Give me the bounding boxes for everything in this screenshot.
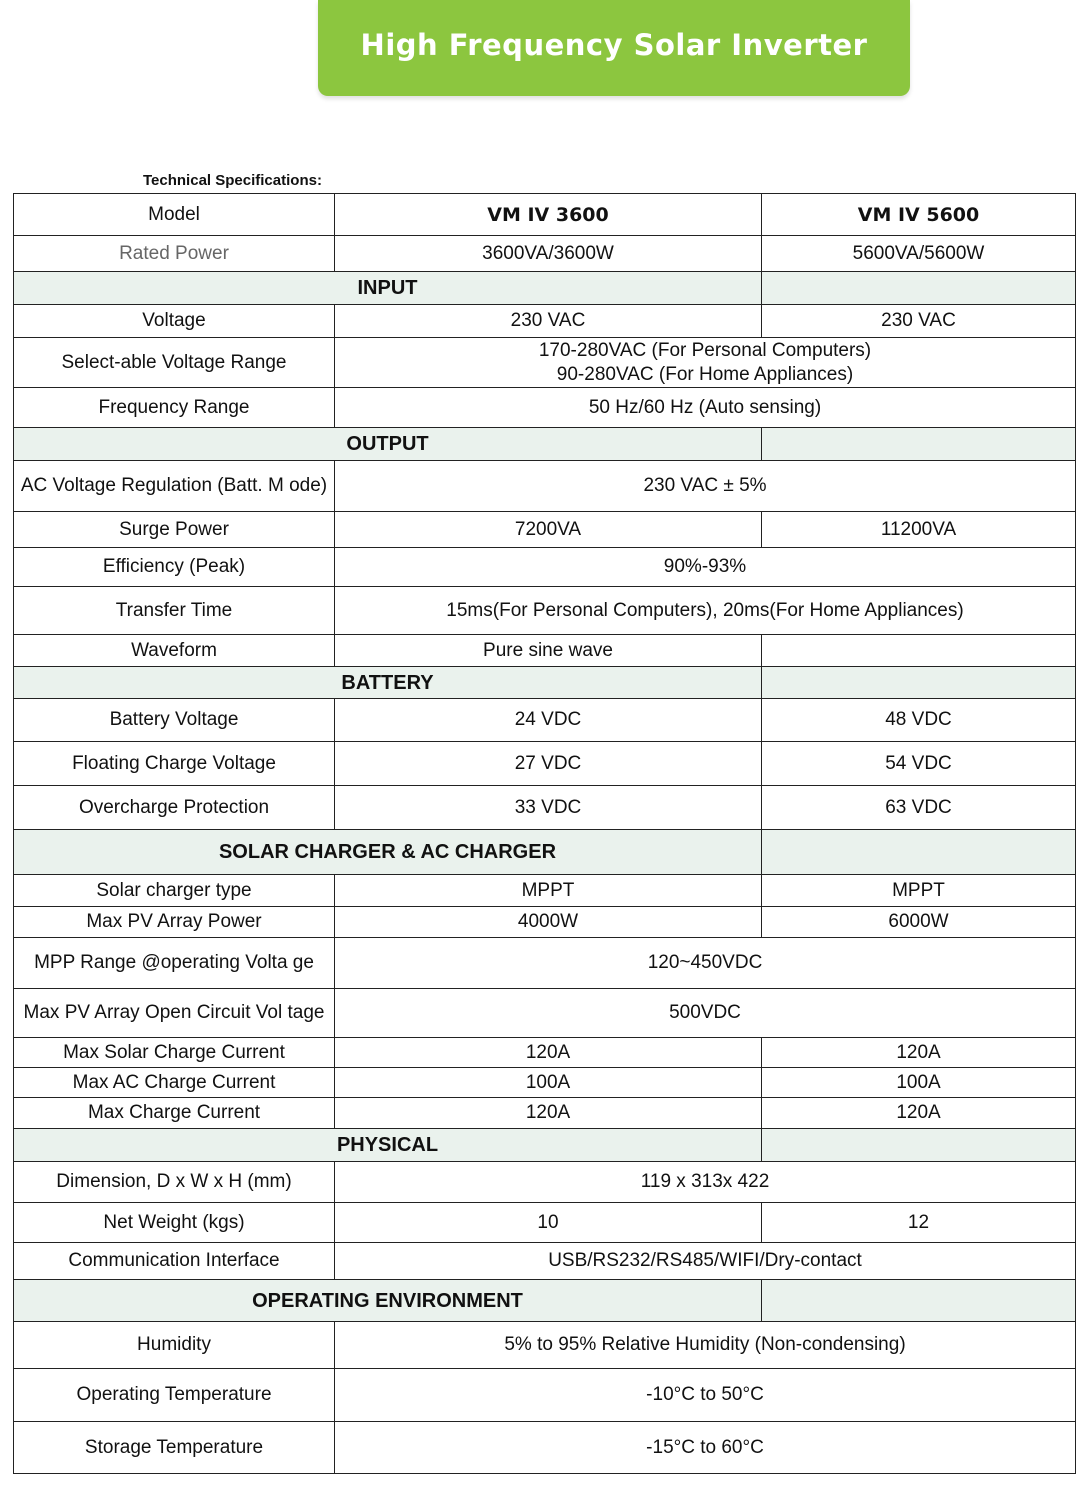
operating-temp-value: -10°C to 50°C (335, 1369, 1076, 1422)
section-battery: BATTERY (14, 667, 762, 699)
section-row (14, 428, 1076, 461)
section-row (14, 667, 1076, 699)
battery-voltage-b: 48 VDC (762, 699, 1076, 742)
section-charger: SOLAR CHARGER & AC CHARGER (14, 830, 762, 875)
table-row (14, 1162, 1076, 1203)
overcharge-b: 63 VDC (762, 786, 1076, 830)
table-row (14, 742, 1076, 786)
table-row (14, 512, 1076, 548)
solar-current-a: 120A (335, 1038, 762, 1068)
section-blank (762, 272, 1076, 305)
floating-voltage-a: 27 VDC (335, 742, 762, 786)
table-row (14, 786, 1076, 830)
page-title: High Frequency Solar Inverter (360, 28, 868, 62)
overcharge-label: Overcharge Protection (14, 786, 335, 830)
section-row (14, 272, 1076, 305)
frequency-label: Frequency Range (14, 388, 335, 428)
floating-voltage-b: 54 VDC (762, 742, 1076, 786)
table-row (14, 938, 1076, 989)
table-row (14, 1369, 1076, 1422)
spec-table (13, 193, 1076, 1474)
open-circuit-value: 500VDC (335, 989, 1076, 1038)
section-blank (762, 1280, 1076, 1322)
solar-current-label: Max Solar Charge Current (14, 1038, 335, 1068)
section-row (14, 830, 1076, 875)
title-banner (318, 0, 910, 96)
section-blank (762, 667, 1076, 699)
surge-a: 7200VA (335, 512, 762, 548)
max-pv-power-label: Max PV Array Power (14, 907, 335, 938)
table-row (14, 461, 1076, 512)
table-row (14, 907, 1076, 938)
rated-power-a: 3600VA/3600W (335, 236, 762, 272)
weight-label: Net Weight (kgs) (14, 1203, 335, 1243)
table-row (14, 388, 1076, 428)
solar-current-b: 120A (762, 1038, 1076, 1068)
max-current-label: Max Charge Current (14, 1098, 335, 1129)
max-current-b: 120A (762, 1098, 1076, 1129)
transfer-value: 15ms(For Personal Computers), 20ms(For Home Appliances) (335, 587, 1076, 635)
charger-type-b: MPPT (762, 875, 1076, 907)
table-row (14, 1243, 1076, 1280)
voltage-range-line-1: 170-280VAC (For Personal Computers) (538, 339, 872, 361)
efficiency-label: Efficiency (Peak) (14, 548, 335, 587)
ac-current-b: 100A (762, 1068, 1076, 1098)
section-row (14, 1280, 1076, 1322)
max-pv-power-a: 4000W (335, 907, 762, 938)
surge-label: Surge Power (14, 512, 335, 548)
section-physical: PHYSICAL (14, 1129, 762, 1162)
ac-current-a: 100A (335, 1068, 762, 1098)
operating-temp-label: Operating Temperature (14, 1369, 335, 1422)
table-row (14, 1422, 1076, 1474)
model-b-header: VM IV 5600 (762, 194, 1076, 236)
communication-label: Communication Interface (14, 1243, 335, 1280)
voltage-range-label: Select-able Voltage Range (14, 338, 335, 388)
rated-power-label: Rated Power (14, 236, 335, 272)
voltage-range-value (335, 338, 1076, 388)
charger-type-label: Solar charger type (14, 875, 335, 907)
section-blank (762, 428, 1076, 461)
model-label: Model (14, 194, 335, 236)
transfer-label: Transfer Time (14, 587, 335, 635)
table-row (14, 587, 1076, 635)
mpp-range-value: 120~450VDC (335, 938, 1076, 989)
specifications-heading: Technical Specifications: (143, 172, 322, 189)
table-row (14, 338, 1076, 388)
humidity-label: Humidity (14, 1322, 335, 1369)
communication-value: USB/RS232/RS485/WIFI/Dry-contact (335, 1243, 1076, 1280)
mpp-range-label: MPP Range @operating Volta ge (14, 938, 335, 989)
surge-b: 11200VA (762, 512, 1076, 548)
weight-a: 10 (335, 1203, 762, 1243)
efficiency-value: 90%-93% (335, 548, 1076, 587)
overcharge-a: 33 VDC (335, 786, 762, 830)
table-row (14, 305, 1076, 338)
table-row (14, 236, 1076, 272)
table-row (14, 1203, 1076, 1243)
max-current-a: 120A (335, 1098, 762, 1129)
section-input: INPUT (14, 272, 762, 305)
table-row (14, 635, 1076, 667)
weight-b: 12 (762, 1203, 1076, 1243)
table-row (14, 1068, 1076, 1098)
dimension-label: Dimension, D x W x H (mm) (14, 1162, 335, 1203)
max-pv-power-b: 6000W (762, 907, 1076, 938)
storage-temp-value: -15°C to 60°C (335, 1422, 1076, 1474)
charger-type-a: MPPT (335, 875, 762, 907)
section-output: OUTPUT (14, 428, 762, 461)
waveform-b (762, 635, 1076, 667)
input-voltage-label: Voltage (14, 305, 335, 338)
table-row (14, 875, 1076, 907)
floating-voltage-label: Floating Charge Voltage (14, 742, 335, 786)
table-row (14, 989, 1076, 1038)
table-row (14, 1038, 1076, 1068)
humidity-value: 5% to 95% Relative Humidity (Non-condensing) (335, 1322, 1076, 1369)
input-voltage-b: 230 VAC (762, 305, 1076, 338)
table-row (14, 699, 1076, 742)
rated-power-b: 5600VA/5600W (762, 236, 1076, 272)
section-blank (762, 830, 1076, 875)
battery-voltage-label: Battery Voltage (14, 699, 335, 742)
table-row (14, 548, 1076, 587)
battery-voltage-a: 24 VDC (335, 699, 762, 742)
ac-current-label: Max AC Charge Current (14, 1068, 335, 1098)
frequency-value: 50 Hz/60 Hz (Auto sensing) (335, 388, 1076, 428)
waveform-a: Pure sine wave (335, 635, 762, 667)
dimension-value: 119 x 313x 422 (335, 1162, 1076, 1203)
input-voltage-a: 230 VAC (335, 305, 762, 338)
section-blank (762, 1129, 1076, 1162)
section-row (14, 1129, 1076, 1162)
model-a-header: VM IV 3600 (335, 194, 762, 236)
section-environment: OPERATING ENVIRONMENT (14, 1280, 762, 1322)
voltage-range-line-2: 90-280VAC (For Home Appliances) (556, 363, 854, 385)
table-row (14, 194, 1076, 236)
ac-regulation-value: 230 VAC ± 5% (335, 461, 1076, 512)
waveform-label: Waveform (14, 635, 335, 667)
storage-temp-label: Storage Temperature (14, 1422, 335, 1474)
ac-regulation-label: AC Voltage Regulation (Batt. M ode) (14, 461, 335, 512)
table-row (14, 1322, 1076, 1369)
table-row (14, 1098, 1076, 1129)
open-circuit-label: Max PV Array Open Circuit Vol tage (14, 989, 335, 1038)
